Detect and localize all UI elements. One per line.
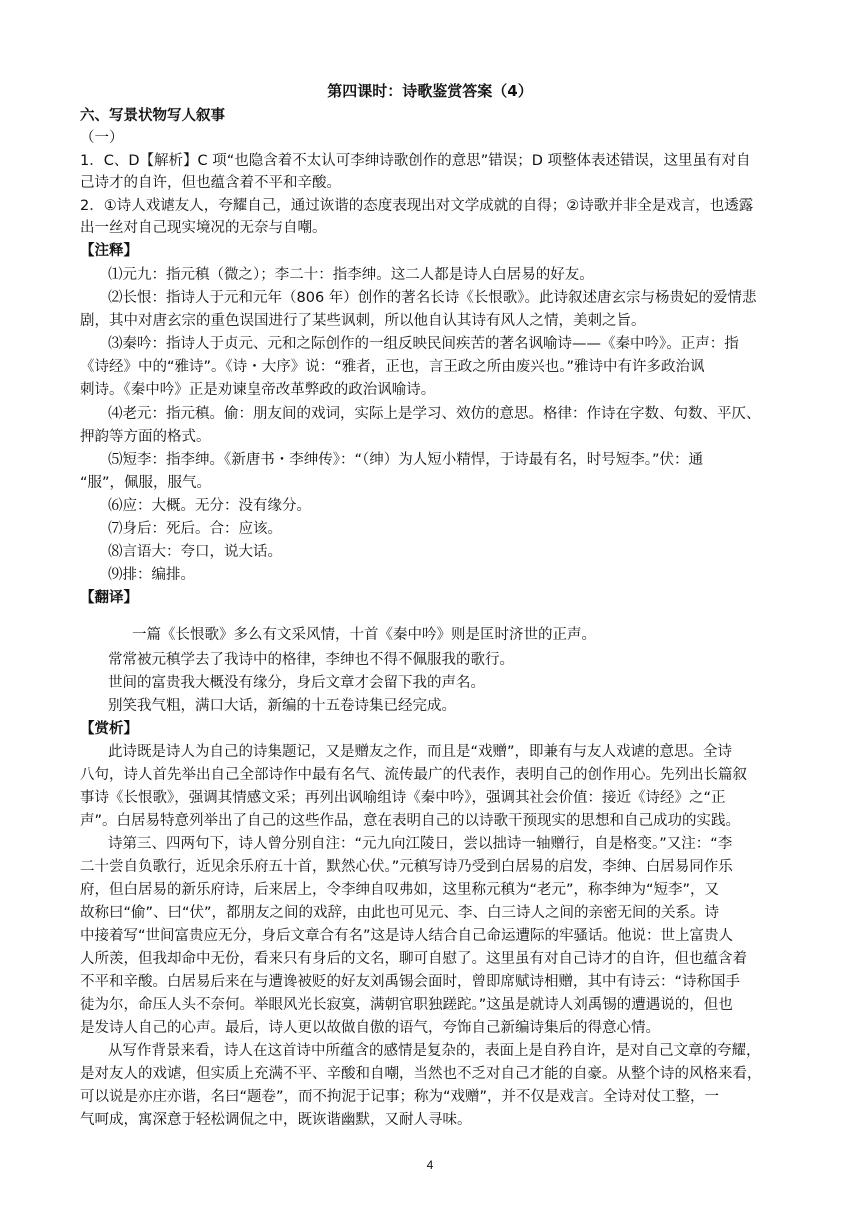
note-7: ⑺身后：死后。合：应该。 — [108, 521, 282, 537]
note-3-line-1: ⑶秦吟：指诗人于贞元、元和之际创作的一组反映民间疾苦的著名讽喻诗——《秦中吟》。正声：指 — [108, 336, 739, 352]
note-2-line-1: ⑵长恨：指诗人于元和元年（806 年）创作的著名长诗《长恨歌》。此诗叙述唐玄宗与杨贵妃的爱情悲 — [108, 290, 757, 306]
subsection-heading: （一） — [80, 130, 124, 146]
answer-2-line-1: 2．①诗人戏谑友人，夸耀自己，通过诙谐的态度表现出对文学成就的自得；②诗歌并非全是戏言，也透露 — [80, 198, 754, 214]
note-4-line-2: 押韵等方面的格式。 — [80, 429, 211, 445]
note-3-line-3: 刺诗。《秦中吟》正是劝谏皇帝改革弊政的政治讽喻诗。 — [80, 382, 436, 398]
analysis-line-4: 声”。白居易特意列举出了自己的这些作品，意在表明自己的以诗歌干预现实的思想和自己成功的实践。 — [80, 813, 741, 829]
analysis-line-6: 二十尝自负歌行，近见余乐府五十首，默然心伏。”元稹写诗乃受到白居易的启发，李绅、白居易同作乐 — [80, 859, 733, 875]
analysis-line-15: 是对友人的戏谑，但实质上充满不平、辛酸和自嘲，当然也不乏对自己才能的自豪。从整个诗的风格来看， — [80, 1066, 762, 1082]
answer-1-line-1: 1．C、D【解析】C 项“也隐含着不太认可李绅诗歌创作的意思”错误；D 项整体表述错误，这里虽有对自 — [80, 153, 751, 169]
note-4-line-1: ⑷老元：指元稹。偷：朋友间的戏词，实际上是学习、效仿的意思。格律：作诗在字数、句数、平仄、 — [108, 406, 761, 422]
note-6: ⑹应：大概。无分：没有缘分。 — [108, 498, 311, 514]
note-2-line-2: 剧，其中对唐玄宗的重色误国进行了某些讽刺，所以他自认其诗有风人之情，美刺之旨。 — [80, 313, 646, 329]
translation-heading: 【翻译】 — [80, 590, 138, 606]
note-8: ⑻言语大：夸口，说大话。 — [108, 544, 282, 560]
translation-line-2: 常常被元稹学去了我诗中的格律，李绅也不得不佩服我的歌行。 — [108, 652, 514, 668]
note-9: ⑼排：编排。 — [108, 567, 195, 583]
analysis-line-13: 是发诗人自己的心声。最后，诗人更以故做自傲的语气，夸饰自己新编诗集后的得意心情。 — [80, 1020, 660, 1036]
analysis-line-10: 人所羡，但我却命中无份，看来只有身后的文名，聊可自慰了。这里虽有对自己诗才的自许，但也蕴含着 — [80, 951, 747, 967]
page-number: 4 — [426, 1158, 434, 1172]
analysis-line-5: 诗第三、四两句下，诗人曾分别自注：“元九向江陵日，尝以拙诗一轴赠行，自是格变。”又注：“李 — [108, 836, 733, 852]
answer-1-line-2: 己诗才的自许，但也蕴含着不平和辛酸。 — [80, 175, 341, 191]
analysis-line-1: 此诗既是诗人为自己的诗集题记，又是赠友之作，而且是“戏赠”，即兼有与友人戏谑的意思。全诗 — [108, 744, 733, 760]
analysis-heading: 【赏析】 — [80, 721, 138, 737]
note-3-line-2: 《诗经》中的“雅诗”。《诗・大序》说：“雅者，正也，言王政之所由废兴也。”雅诗中有许多政治讽 — [80, 359, 705, 375]
analysis-line-9: 中接着写“世间富贵应无分，身后文章合有名”这是诗人结合自己命运遭际的牢骚话。他说：世上富贵人 — [80, 928, 734, 944]
analysis-line-16: 可以说是亦庄亦谐，名曰“题卷”，而不拘泥于记事；称为“戏赠”，并不仅是戏言。全诗对仗工整，一 — [80, 1089, 720, 1105]
page-title: 第四课时：诗歌鉴赏答案（4） — [327, 82, 533, 100]
analysis-line-2: 八句，诗人首先举出自己全部诗作中最有名气、流传最广的代表作，表明自己的创作用心。先列出长篇叙 — [80, 767, 747, 783]
analysis-line-11: 不平和辛酸。白居易后来在与遭谗被贬的好友刘禹锡会面时，曾即席赋诗相赠，其中有诗云：“诗称国手 — [80, 974, 741, 990]
analysis-line-7: 府，但白居易的新乐府诗，后来居上，令李绅自叹弗如，这里称元稹为“老元”，称李绅为“短李”，又 — [80, 882, 720, 898]
analysis-line-17: 气呵成，寓深意于轻松调侃之中，既诙谐幽默，又耐人寻味。 — [80, 1112, 472, 1128]
section-heading: 六、写景状物写人叙事 — [80, 108, 225, 124]
analysis-line-12: 徒为尔，命压人头不奈何。举眼风光长寂寞，满朝官职独蹉跎。”这虽是就诗人刘禹锡的遭遇说的，但也 — [80, 997, 733, 1013]
translation-line-1: 一篇《长恨歌》多么有文采风情，十首《秦中吟》则是匡时济世的正声。 — [132, 627, 596, 643]
answer-2-line-2: 出一丝对自己现实境况的无奈与自嘲。 — [80, 220, 327, 236]
analysis-line-3: 事诗《长恨歌》，强调其情感文采；再列出讽喻组诗《秦中吟》，强调其社会价值：接近《诗经》之“正 — [80, 790, 726, 806]
translation-line-3: 世间的富贵我大概没有缘分，身后文章才会留下我的声名。 — [108, 675, 485, 691]
note-5-line-2: “服”，佩服，服气。 — [80, 475, 212, 491]
notes-heading: 【注释】 — [80, 243, 138, 259]
analysis-line-8: 故称曰“偷”、曰“伏”，都朋友之间的戏辞，由此也可见元、李、白三诗人之间的亲密无间的关系。诗 — [80, 905, 720, 921]
translation-line-4: 别笑我气粗，满口大话，新编的十五卷诗集已经完成。 — [108, 698, 456, 714]
note-5-line-1: ⑸短李：指李绅。《新唐书・李绅传》：“（绅）为人短小精悍，于诗最有名，时号短李。”伏：通 — [108, 452, 704, 468]
note-1: ⑴元九：指元稹（微之）；李二十：指李绅。这二人都是诗人白居易的好友。 — [108, 267, 594, 283]
analysis-line-14: 从写作背景来看，诗人在这首诗中所蕴含的感情是复杂的，表面上是自矜自许，是对自己文章的夸耀， — [108, 1043, 761, 1059]
